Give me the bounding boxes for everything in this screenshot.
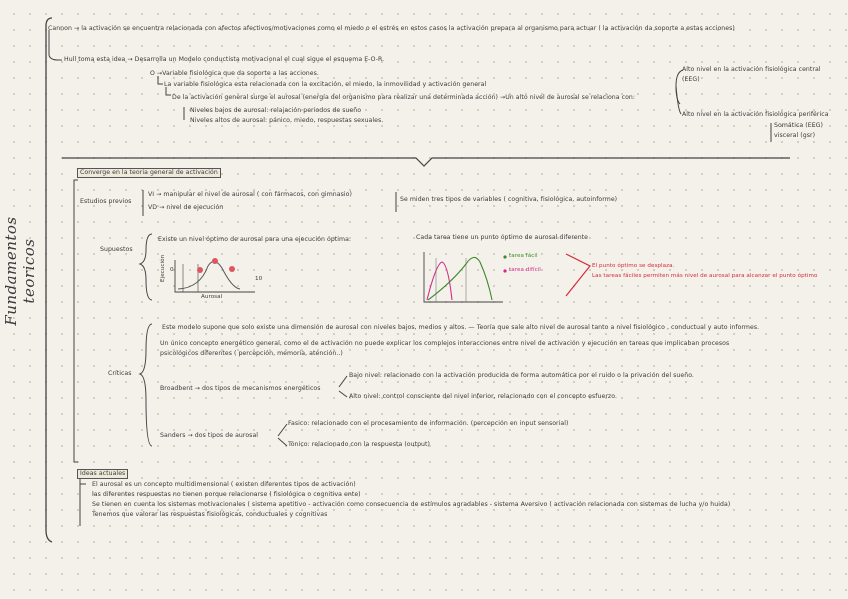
variables-line: Se miden tres tipos de variables ( cognitiva, fisiológica, autoinforme)	[400, 196, 618, 203]
sanders-line: Sanders → dos tipos de aurosal	[160, 432, 259, 439]
central-activation: Alto nivel en la activación fisiológica central	[682, 66, 821, 73]
annotation-2: Las tareas fáciles permiten más nivel de aurosal para alcanzar el punto óptimo	[592, 273, 818, 279]
ideas-header: Ideas actuales	[77, 469, 128, 479]
visceral: visceral (gsr)	[774, 132, 816, 139]
tarea-dificil: tarea difícil	[509, 267, 541, 273]
tonico: Tónico: relacionado con la respuesta (output)	[288, 441, 430, 448]
converge-header: Converge en la teoria general de activación	[77, 168, 221, 178]
annotation-1: El punto óptimo se desplaza.	[592, 263, 675, 269]
general-line: De la activación general surge el aurosal (energía del organismo para realizar una determinada acción) →Un alto nivel de aurosal se relaciona con:	[172, 94, 636, 101]
graph-y-label: Ejecución	[160, 254, 166, 282]
variable-line: La variable fisiológica esta relacionada con la excitación, el miedo, la inmovilidad y activación general	[164, 81, 487, 88]
critica-2b: psicológicos diferentes ( percepción, memoria, atención..)	[160, 350, 343, 357]
idea-item-3: Se tienen en cuenta los sistemas motivacionales ( sistema apetitivo - activación como consecuencia de estímulos agradables - sistema Aversivo ( activación relacionada con sistemas de lucha y/o huida)	[92, 501, 731, 508]
idea-item-2: las diferentes respuestas no tienen porque relacionarse ( fisiológica o cognitiva ente)	[92, 491, 361, 498]
idea-item-4: Tenemos que valorar las respuestas fisiológicas, conductuales y cognitivas	[92, 511, 328, 518]
supuestos-label: Supuestos	[100, 246, 133, 253]
criticas-label: Críticas	[108, 370, 132, 377]
graph-x-label: Aurosal	[201, 294, 223, 300]
optimo-line: Existe un nivel óptimo de aurosal para una ejecución óptima.	[158, 236, 351, 243]
vi-line: VI → manipular el nivel de aurosal ( con fármacos, con gimnasio)	[148, 191, 352, 198]
vertical-title: Fundamentos teoricos	[2, 216, 38, 326]
alto-nivel: Alto nivel: control consciente del nivel inferior, relacionado con el concepto esfuerzo.	[349, 393, 617, 400]
idea-item-1: El aurosal es un concepto multidimensional ( existen diferentes tipos de activación)	[92, 481, 356, 488]
broadbent-line: Broadbent → dos tipos de mecanismos energéticos	[160, 385, 321, 392]
graph-ten: 10	[255, 276, 263, 282]
hull-line: Hull toma esta idea → Desarrolla un Modelo conductista motivacional el cual sigue el esquema E-O-R.	[64, 56, 385, 63]
cannon-line: Cannon → la activación se encuentra relacionada con afectos afectivos/motivaciones como el miedo o el estrés en estos casos la activación prepara al organismo para actuar ( la activación da soporte a estas acciones)	[48, 25, 735, 32]
high-levels: Niveles altos de aurosal: pánico, miedo, respuestas sexuales.	[190, 117, 384, 124]
fasico: Fasico: relacionado con el procesamiento de información. (percepción en input sensorial)	[288, 420, 569, 427]
critica-2a: Un único concepto energético general, como el de activación no puede explicar los complejos interacciones entre nivel de activación y ejecución en tareas que implicaban procesos	[160, 340, 730, 347]
somatic: Somática (EEG)	[774, 122, 823, 129]
cada-tarea-line: Cada tarea tiene un punto óptimo de aurosal diferente	[416, 234, 588, 241]
critica-1: Este modelo supone que solo existe una dimensión de aurosal con niveles bajos, medios y altos. — Teoría que sale alto nivel de aurosal tanto a nivel fisiológico , conductual y auto informes.	[162, 324, 760, 331]
graph-zero: 0	[170, 267, 174, 273]
tarea-facil: tarea fácil	[509, 253, 538, 259]
o-line: O →Variable fisiológica que da soporte a las acciones.	[150, 70, 319, 77]
estudios-label: Estudios previos	[80, 198, 132, 205]
bajo-nivel: Bajo nivel: relacionado con la activación producida de forma automática por el ruido o la privación del sueño.	[349, 372, 694, 379]
red-chevron	[566, 254, 590, 296]
vd-line: VD → nivel de ejecución	[148, 204, 224, 211]
central-eeg: (EEG)	[682, 76, 700, 83]
peripheral-activation: Alto nivel en la activación fisiológica periférica	[682, 111, 829, 118]
task-difficulty-graph	[424, 252, 507, 302]
low-levels: Niveles bajos de aurosal: relajación periodos de sueño	[190, 107, 362, 114]
optimal-arousal-graph	[175, 258, 255, 292]
